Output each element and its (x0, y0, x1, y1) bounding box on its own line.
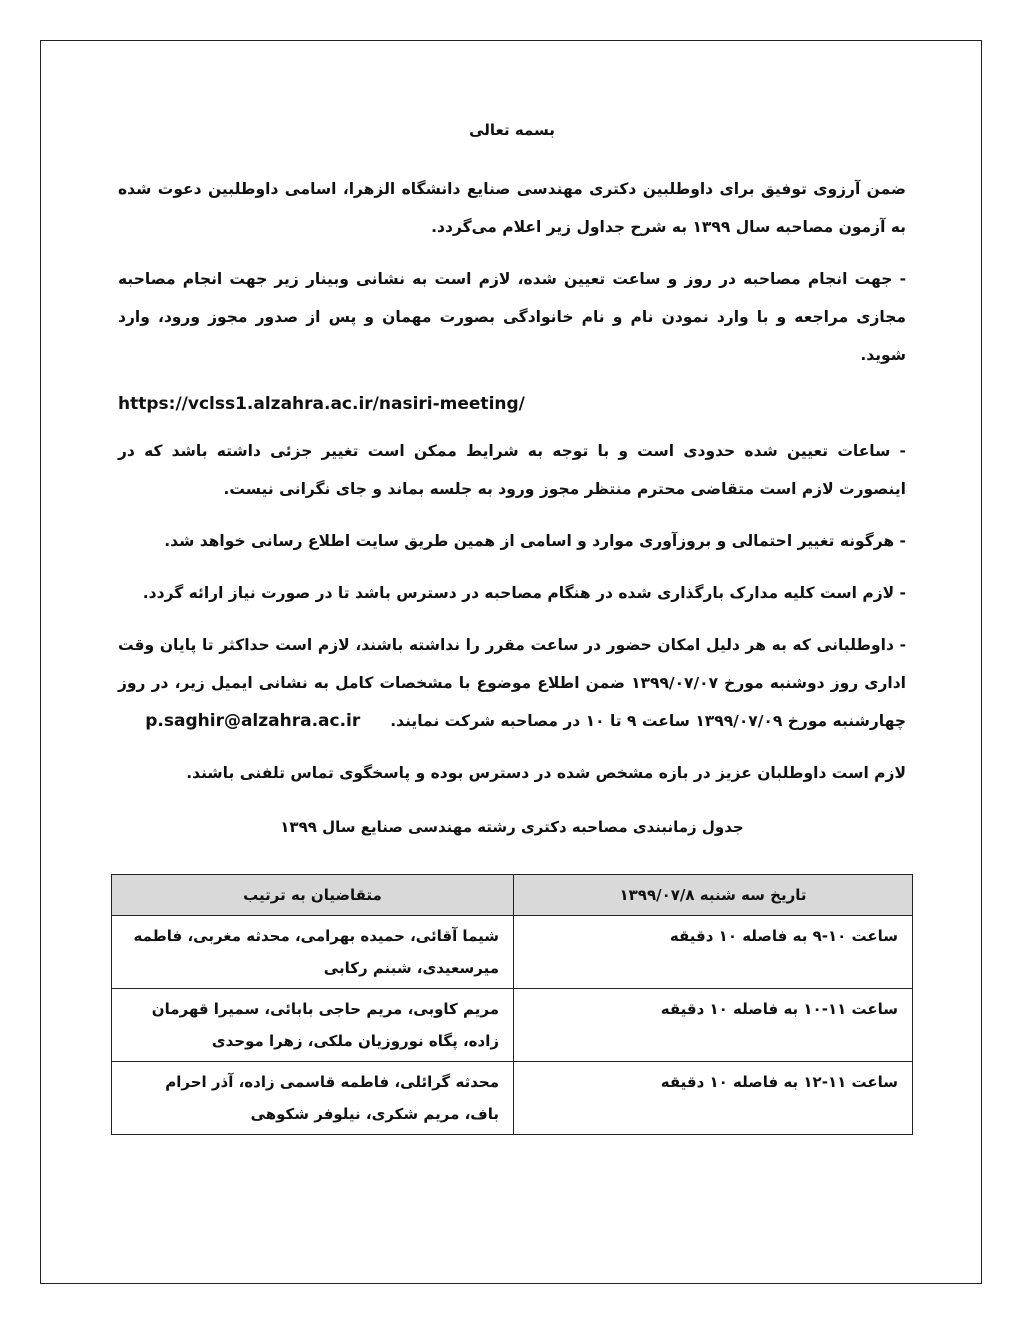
absence-note-text: - داوطلبانی که به هر دلیل امکان حضور در ساعت مقرر را نداشته باشند، لازم است حداکثر تا پایان وقت اداری روز دوشنبه مورخ ۱۳۹۹/۰۷/۰۷ ضمن اطلاع موضوع با مشخصات کامل به نشانی ایمیل زیر، در روز چهارشنبه مورخ ۱۳۹۹/۰۷/۰۹ ساعت ۹ تا ۱۰ در مصاحبه شرکت نمایند. (118, 636, 906, 730)
documents-note-paragraph: - لازم است کلیه مدارک بارگذاری شده در هنگام مصاحبه در دسترس باشد تا در صورت نیاز ارائه گردد. (142, 584, 906, 602)
updates-note-paragraph: - هرگونه تغییر احتمالی و بروزآوری موارد و اسامی از همین طریق سایت اطلاع رسانی خواهد شد. (164, 532, 906, 550)
webinar-instruction-paragraph: - جهت انجام مصاحبه در روز و ساعت تعیین شده، لازم است به نشانی وبینار زیر جهت انجام مصاحبه مجازی مراجعه و با وارد نمودن نام و نام خانوادگی بصورت مهمان و پس از صدور مجوز ورود، وارد شوید. (118, 270, 906, 364)
contact-email-link[interactable]: p.saghir@alzahra.ac.ir (145, 711, 361, 731)
table-row (112, 1062, 913, 1135)
time-cell: ساعت ۱۰-۹ به فاصله ۱۰ دقیقه (514, 916, 913, 989)
document-heading: بسمه تعالی (469, 121, 555, 139)
names-cell: مریم کاوبی، مریم حاجی بابائی، سمیرا قهرمان زاده، پگاه نوروزیان ملکی، زهرا موحدی (112, 989, 514, 1062)
header-date-cell: تاریخ سه شنبه ۱۳۹۹/۰۷/۸ (514, 875, 913, 916)
time-cell: ساعت ۱۱-۱۲ به فاصله ۱۰ دقیقه (514, 1062, 913, 1135)
intro-paragraph: ضمن آرزوی توفیق برای داوطلبین دکتری مهندسی صنایع دانشگاه الزهرا، اسامی داوطلبین دعوت شده به آزمون مصاحبه سال ۱۳۹۹ به شرح جداول زیر اعلام می‌گردد. (118, 180, 906, 236)
interview-schedule-table (111, 874, 913, 1135)
names-cell: شیما آقائی، حمیده بهرامی، محدثه مغربی، فاطمه میرسعیدی، شبنم رکابی (112, 916, 514, 989)
document-body (118, 118, 906, 840)
table-title: جدول زمانبندی مصاحبه دکتری رشته مهندسی صنایع سال ۱۳۹۹ (280, 818, 744, 836)
table-row (112, 989, 913, 1062)
availability-note-paragraph: لازم است داوطلبان عزیز در بازه مشخص شده در دسترس بوده و پاسخگوی تماس تلفنی باشند. (186, 764, 906, 782)
names-cell: محدثه گرائلی، فاطمه قاسمی زاده، آذر احرام باف، مریم شکری، نیلوفر شکوهی (112, 1062, 514, 1135)
header-names-cell: متقاضیان به ترتیب (112, 875, 514, 916)
table-row (112, 916, 913, 989)
absence-note-paragraph (118, 626, 906, 740)
webinar-url-link[interactable]: https://vclss1.alzahra.ac.ir/nasiri-meeting/ (118, 394, 525, 414)
timing-note-paragraph: - ساعات تعیین شده حدودی است و با توجه به شرایط ممکن است تغییر جزئی داشته باشد که در اینصورت لازم است متقاضی محترم منتظر مجوز ورود به جلسه بماند و جای نگرانی نیست. (118, 442, 906, 498)
time-cell: ساعت ۱۱-۱۰ به فاصله ۱۰ دقیقه (514, 989, 913, 1062)
table-header-row (112, 875, 913, 916)
